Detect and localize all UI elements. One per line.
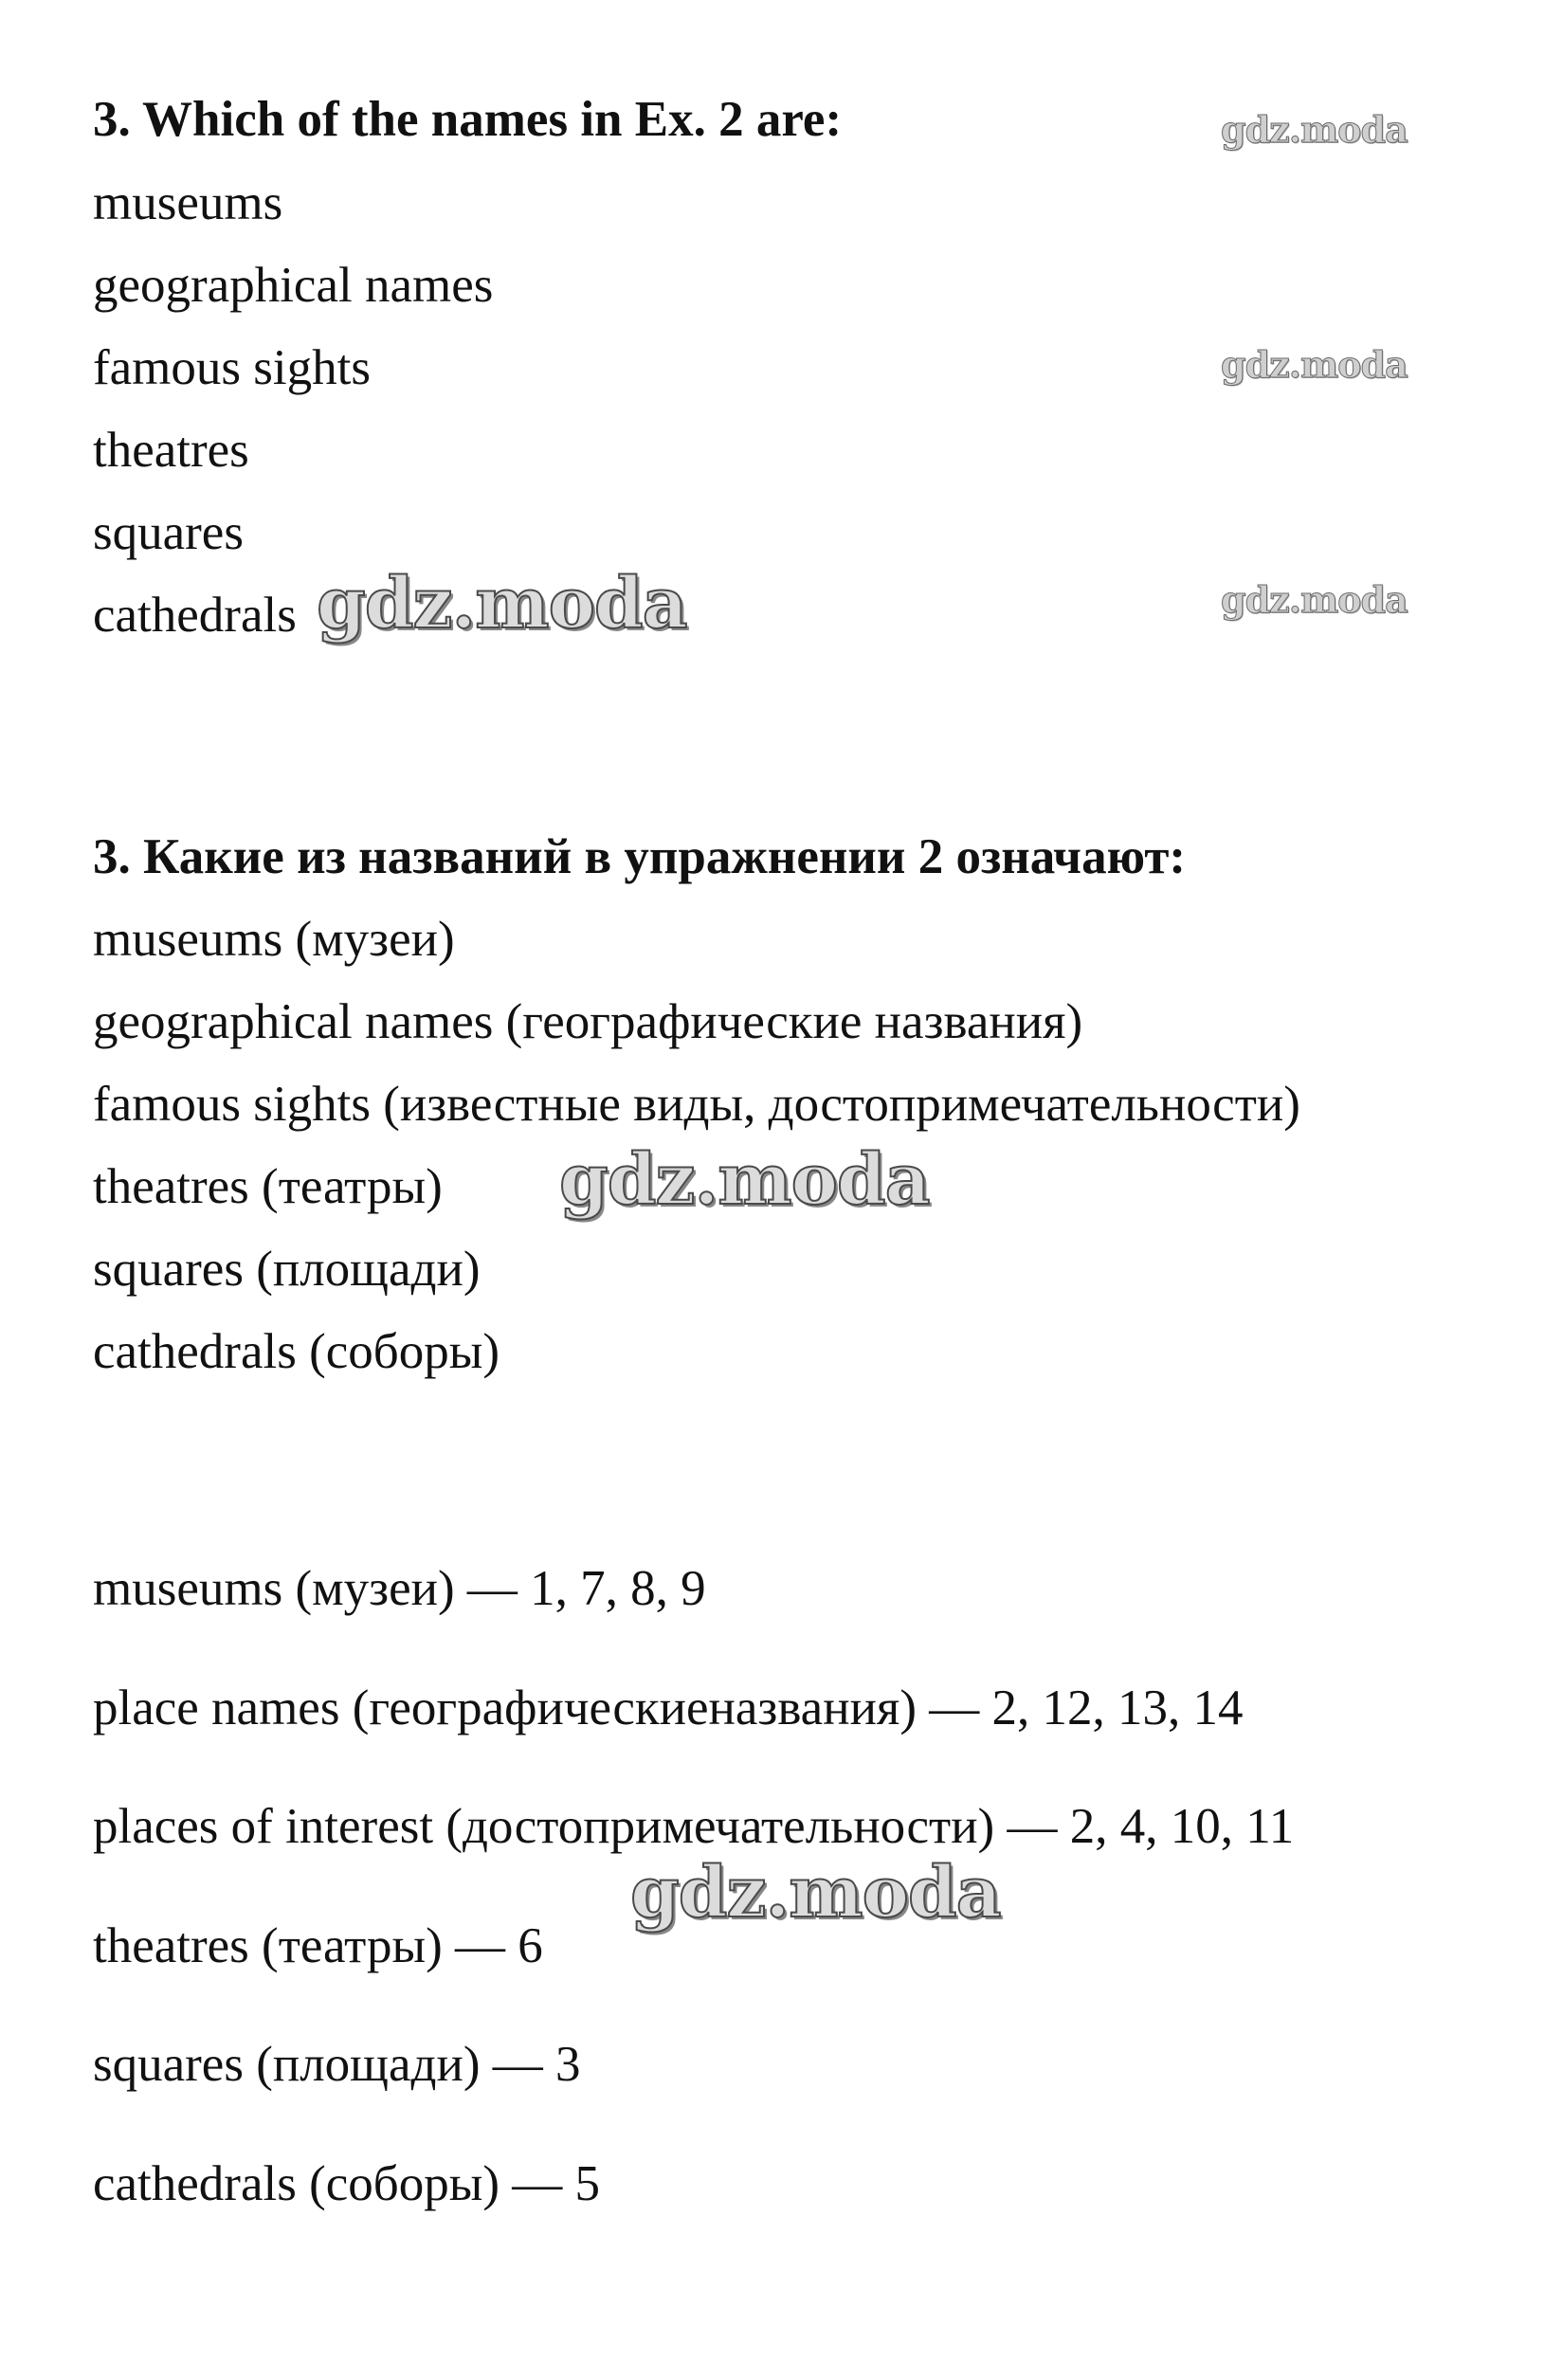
task-heading-en: 3. Which of the names in Ex. 2 are:: [93, 92, 843, 147]
answer-line: theatres (театры) — 6: [93, 1918, 543, 1973]
task-heading-ru: 3. Какие из названий в упражнении 2 означают:: [93, 829, 1187, 884]
watermark: gdz.moda: [1221, 108, 1408, 151]
list-item: squares: [93, 505, 244, 560]
answer-line: squares (площади) — 3: [93, 2037, 581, 2092]
answer-line: museums (музеи) — 1, 7, 8, 9: [93, 1561, 706, 1616]
list-item: theatres: [93, 423, 249, 478]
list-item: famous sights (известные виды, достопримечательности): [93, 1077, 1300, 1132]
watermark: gdz.moda: [630, 1852, 1001, 1934]
list-item: cathedrals: [93, 588, 297, 643]
watermark: gdz.moda: [1221, 578, 1408, 621]
list-item: squares (площади): [93, 1242, 481, 1297]
list-item: geographical names: [93, 258, 494, 313]
watermark: gdz.moda: [559, 1139, 930, 1221]
watermark: gdz.moda: [1221, 343, 1408, 386]
list-item: cathedrals (соборы): [93, 1324, 500, 1379]
answer-line: cathedrals (соборы) — 5: [93, 2156, 600, 2211]
watermark: gdz.moda: [317, 563, 687, 645]
answer-line: place names (географическиеназвания) — 2, 12, 13, 14: [93, 1681, 1244, 1735]
list-item: museums: [93, 175, 283, 230]
list-item: museums (музеи): [93, 912, 455, 967]
answer-line: places of interest (достопримечательности) — 2, 4, 10, 11: [93, 1799, 1295, 1854]
list-item: geographical names (географические названия): [93, 994, 1083, 1049]
list-item: famous sights: [93, 340, 371, 395]
list-item: theatres (театры): [93, 1159, 443, 1214]
